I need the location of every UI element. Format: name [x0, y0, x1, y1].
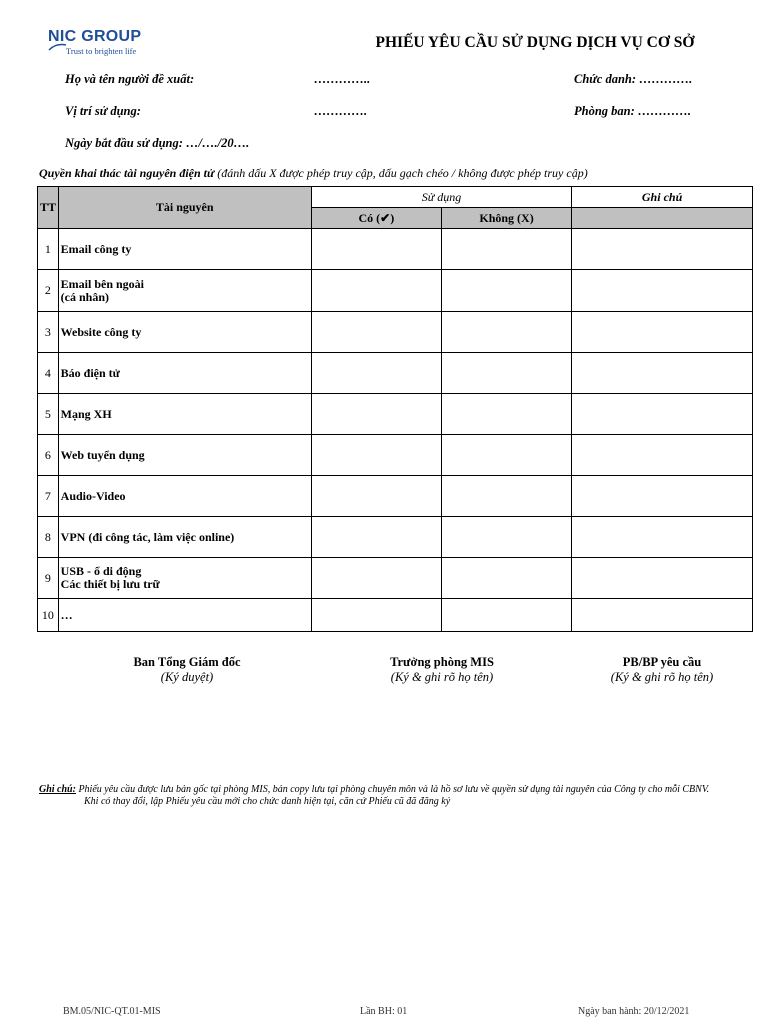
- yes-cell[interactable]: [311, 229, 441, 270]
- yes-cell[interactable]: [311, 599, 441, 632]
- row-resource: [58, 599, 311, 632]
- table-row: [38, 558, 753, 599]
- row-resource: [58, 558, 311, 599]
- yes-cell[interactable]: [311, 312, 441, 353]
- start-date-field[interactable]: Ngày bắt đầu sử dụng: …/…./20….: [65, 136, 250, 150]
- table-row: [38, 312, 753, 353]
- company-logo: [48, 30, 173, 58]
- note-cell[interactable]: [572, 476, 753, 517]
- header-note-blank: [572, 208, 753, 229]
- no-cell[interactable]: [441, 517, 571, 558]
- row-resource: [58, 517, 311, 558]
- location-value[interactable]: ………….: [314, 104, 368, 118]
- table-row: [38, 599, 753, 632]
- signature-dept: [582, 655, 742, 685]
- table-row: [38, 353, 753, 394]
- signature-ceo: [117, 655, 257, 685]
- signature-mis-role: Trưởng phòng MIS: [390, 655, 494, 669]
- note-cell[interactable]: [572, 599, 753, 632]
- row-number: 1: [38, 229, 59, 270]
- row-resource: [58, 435, 311, 476]
- logo-tagline: Trust to brighten life: [66, 46, 137, 56]
- row-resource: [58, 476, 311, 517]
- footnote-label: Ghi chú:: [39, 784, 76, 795]
- row-resource: [58, 229, 311, 270]
- yes-cell[interactable]: [311, 435, 441, 476]
- row-resource: [58, 353, 311, 394]
- table-body: [38, 229, 753, 632]
- logo-swoosh-icon: [48, 42, 68, 52]
- resource-table: [37, 186, 753, 632]
- footnote: [39, 784, 759, 808]
- note-cell[interactable]: [572, 353, 753, 394]
- note-cell[interactable]: [572, 270, 753, 312]
- header-note: Ghi chú: [572, 187, 753, 208]
- row-resource-line1: …: [60, 607, 73, 622]
- table-row: [38, 270, 753, 312]
- row-number: 7: [38, 476, 59, 517]
- row-number: 8: [38, 517, 59, 558]
- row-resource: [58, 394, 311, 435]
- section-hint: (đánh dấu X được phép truy cập, dấu gạch chéo / không được phép truy cập): [217, 166, 588, 180]
- row-resource-line1: Web tuyển dụng: [60, 447, 145, 462]
- table-row: [38, 394, 753, 435]
- signature-ceo-role: Ban Tổng Giám đốc: [133, 655, 241, 669]
- header-usage: Sử dụng: [311, 187, 571, 208]
- position-field[interactable]: Chức danh: ………….: [574, 72, 693, 86]
- row-number: 2: [38, 270, 59, 312]
- table-row: [38, 476, 753, 517]
- table-row: [38, 229, 753, 270]
- department-field[interactable]: Phòng ban: ………….: [574, 104, 692, 118]
- no-cell[interactable]: [441, 353, 571, 394]
- note-cell[interactable]: [572, 435, 753, 476]
- row-resource-line1: Email công ty: [60, 241, 132, 256]
- row-number: 4: [38, 353, 59, 394]
- yes-cell[interactable]: [311, 517, 441, 558]
- table-row: [38, 517, 753, 558]
- no-cell[interactable]: [441, 435, 571, 476]
- row-number: 10: [38, 599, 59, 632]
- row-number: 3: [38, 312, 59, 353]
- form-title: PHIẾU YÊU CẦU SỬ DỤNG DỊCH VỤ CƠ SỞ: [375, 34, 695, 51]
- section-heading: [39, 166, 588, 181]
- no-cell[interactable]: [441, 476, 571, 517]
- footer-issued: Ngày ban hành: 20/12/2021: [578, 1006, 690, 1017]
- row-resource-line2: Các thiết bị lưu trữ: [60, 577, 160, 591]
- no-cell[interactable]: [441, 229, 571, 270]
- note-cell[interactable]: [572, 229, 753, 270]
- proposer-value[interactable]: …………..: [314, 72, 371, 86]
- row-number: 9: [38, 558, 59, 599]
- footnote-line1: Phiếu yêu cầu được lưu bản gốc tại phòng MIS, bản copy lưu tại phòng chuyên môn và là hồ sơ lưu về quyền sử dụng tài nguyên của Công ty cho mỗi CBNV.: [78, 784, 710, 795]
- row-resource-line2: (cá nhân): [60, 289, 109, 304]
- logo-wordmark: NIC GROUP: [48, 28, 142, 45]
- row-resource-line1: Báo điện tử: [60, 365, 120, 380]
- footnote-line2: Khi có thay đổi, lập Phiếu yêu cầu mới cho chức danh hiện tại, căn cứ Phiếu cũ đã đăng ký: [84, 796, 451, 807]
- signature-dept-hint: (Ký & ghi rõ họ tên): [610, 670, 714, 684]
- signature-mis-hint: (Ký & ghi rõ họ tên): [390, 670, 494, 684]
- no-cell[interactable]: [441, 599, 571, 632]
- row-resource-line1: Email bên ngoài: [60, 276, 145, 291]
- header-yes: Có (✔): [311, 208, 441, 229]
- table-row: [38, 435, 753, 476]
- no-cell[interactable]: [441, 312, 571, 353]
- no-cell[interactable]: [441, 558, 571, 599]
- note-cell[interactable]: [572, 312, 753, 353]
- signature-ceo-hint: (Ký duyệt): [160, 670, 214, 684]
- row-number: 5: [38, 394, 59, 435]
- no-cell[interactable]: [441, 270, 571, 312]
- signature-dept-role: PB/BP yêu cầu: [622, 655, 702, 669]
- row-resource: [58, 270, 311, 312]
- yes-cell[interactable]: [311, 353, 441, 394]
- proposer-label: Họ và tên người đề xuất:: [65, 72, 195, 86]
- location-label: Vị trí sử dụng:: [65, 104, 141, 118]
- yes-cell[interactable]: [311, 270, 441, 312]
- no-cell[interactable]: [441, 394, 571, 435]
- signature-mis: [362, 655, 522, 685]
- row-resource-line1: Website công ty: [60, 324, 142, 339]
- header-tt: TT: [38, 187, 59, 229]
- header-resource: Tài nguyên: [58, 187, 311, 229]
- row-number: 6: [38, 435, 59, 476]
- section-title: Quyền khai thác tài nguyên điện tử: [39, 166, 215, 180]
- row-resource-line1: VPN (đi công tác, làm việc online): [60, 529, 235, 544]
- row-resource-line1: Mạng XH: [60, 406, 112, 421]
- yes-cell[interactable]: [311, 394, 441, 435]
- header-no: Không (X): [441, 208, 571, 229]
- note-cell[interactable]: [572, 394, 753, 435]
- footer-revision: Lần BH: 01: [360, 1006, 408, 1017]
- note-cell[interactable]: [572, 558, 753, 599]
- yes-cell[interactable]: [311, 558, 441, 599]
- footer-form-code: BM.05/NIC-QT.01-MIS: [63, 1006, 161, 1017]
- row-resource: [58, 312, 311, 353]
- note-cell[interactable]: [572, 517, 753, 558]
- row-resource-line1: USB - ổ di động: [60, 564, 142, 578]
- yes-cell[interactable]: [311, 476, 441, 517]
- row-resource-line1: Audio-Video: [60, 488, 126, 503]
